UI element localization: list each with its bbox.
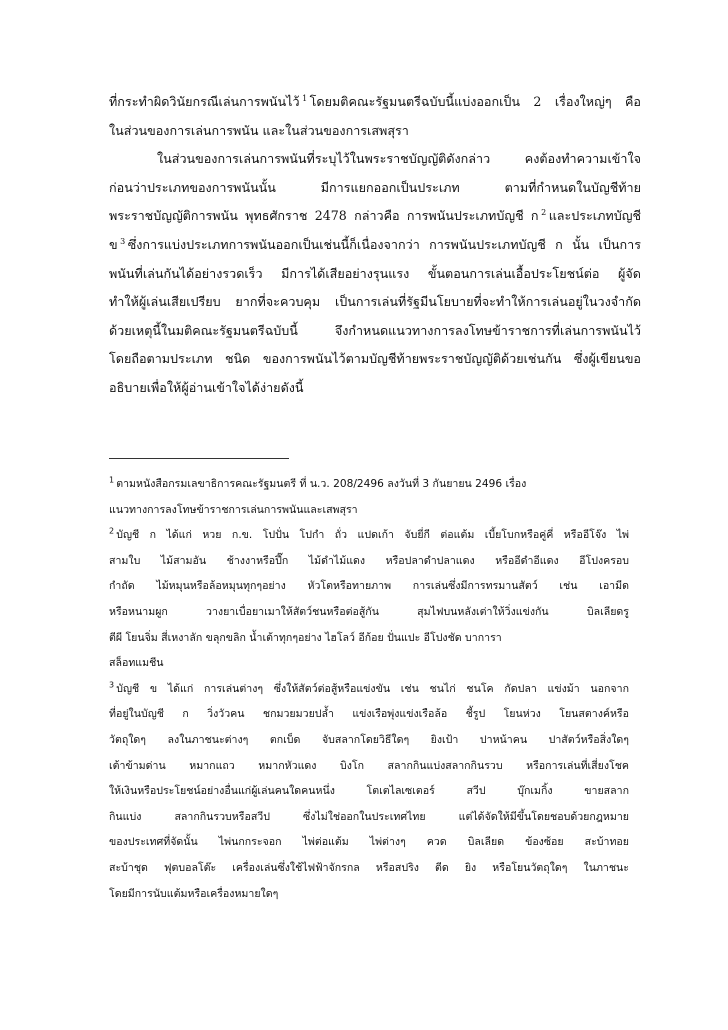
footnote-3-line-1: $^3$ บัญชี ข ได้แก่ การเล่นต่างๆ ซึ่งให้สัตว์ต่อสู้หรือแข่งขัน เช่น ชนไก่ ชนโค กัดปลา แข่งม้า นอกจาก — [109, 680, 629, 695]
footnote-3-line-2: ที่อยู่ในบัญชี ก วิ่งวัวคน ชกมวยมวยปล้ำ แข่งเรือพุ่งแข่งเรือล้อ ชี้รูป โยนห่วง โยนสตางค์หรือ — [109, 708, 629, 721]
footnote-2-line-3: กำถัด ไม้หมุนหรือล้อหมุนทุกๆอย่าง หัวโตหรือทายภาพ การเล่นซึ่งมีการทรมานสัตว์ เช่น เอามีด — [109, 580, 629, 593]
footnote-divider — [109, 458, 289, 459]
footnote-3-line-5: ให้เงินหรือประโยชน์อย่างอื่นแก่ผู้เล่นคนใดคนหนึ่ง โตเตไลเซเตอร์ สวีป บุ๊กเมกิ้ง ขายสลาก — [109, 785, 629, 798]
footnote-ref-2: 2 — [541, 208, 547, 218]
footnote-2-line-6: สล็อทแมชีน — [109, 657, 164, 670]
footnote-3-number: 3 — [109, 680, 115, 690]
footnote-3-line-8: สะบ้าชุด ฟุตบอลโต๊ะ เครื่องเล่นซึ่งใช้ไฟฟ้าจักรกล หรือสปริง ตีด ยิง หรือโยนวัตถุใดๆ ในภาชนะ — [109, 861, 629, 874]
body-text — [109, 88, 641, 403]
footnote-3-line-6: กินแบ่ง สลากกินรวบหรือสวีป ซึ่งไม่ใช่ออกในประเทศไทย แต่ได้จัดให้มีขึ้นโดยชอบด้วยกฎหมาย — [109, 810, 629, 823]
paragraph-1-line-1: ที่กระทำผิดวินัยกรณีเล่นการพนันไว้ $^1$ โดยมติคณะรัฐมนตรีฉบับนี้แบ่งออกเป็น 2 เรื่องใหญ่ๆ คือ — [109, 93, 641, 109]
footnote-3-line-9: โดยมีการนับแต้มหรือเครื่องหมายใดๆ — [109, 887, 279, 900]
paragraph-2-line-8: โดยถือตามประเภท ชนิด ของการพนันไว้ตามบัญชีท้ายพระราชบัญญัติด้วยเช่นกัน ซึ่งผู้เขียนขอ — [109, 351, 641, 367]
paragraph-2-line-3: พระราชบัญญัติการพนัน พุทธศักราช 2478 กล่าวคือ การพนันประเภทบัญชี ก $^2$ และประเภทบัญชี — [109, 208, 641, 224]
footnote-2-line-1: $^2$ บัญชี ก ได้แก่ หวย ก.ข. โปปั่น โปกำ ถั่ว แปดเก้า จับยี่กี ต่อแต้ม เบี้ยโบกหรือคู่คี่ หรืออีโจ๊ง ไพ่ — [109, 526, 629, 542]
footnotes — [109, 472, 629, 907]
footnote-3-line-3: วัตถุใดๆ ลงในภาชนะต่างๆ ตกเบ็ด จับสลากโดยวิธีใดๆ ยิงเป้า ปาหน้าคน ปาสัตว์หรือสิ่งใดๆ — [109, 733, 629, 746]
paragraph-2-line-4: ข $^3$ ซึ่งการแบ่งประเภทการพนันออกเป็นเช่นนี้ก็เนื่องจากว่า การพนันประเภทบัญชี ก นั้น เป็นการ — [109, 236, 641, 252]
footnote-1-number: 1 — [109, 475, 115, 485]
footnote-2-line-2: สามใบ ไม้สามอัน ช้างงาหรือปึ๊ก ไม้ดำไม้แดง หรือปลาดำปลาแดง หรืออีดำอีแดง อีโปงครอบ — [109, 554, 629, 567]
footnote-1-line-1: $^1$ ตามหนังสือกรมเลขาธิการคณะรัฐมนตรี ที่ น.ว. 208/2496 ลงวันที่ 3 กันยายน 2496 เรื่อง — [109, 475, 527, 490]
paragraph-2-line-5: พนันที่เล่นกันได้อย่างรวดเร็ว มีการได้เสียอย่างรุนแรง ขั้นตอนการเล่นเอื้อประโยชน์ต่อ ผู้จัด — [109, 265, 641, 281]
paragraph-2-line-1: ในส่วนของการเล่นการพนันที่ระบุไว้ในพระราชบัญญัติดังกล่าว คงต้องทำความเข้าใจ — [157, 151, 641, 167]
footnote-ref-1: 1 — [302, 93, 308, 103]
footnote-2-number: 2 — [109, 526, 115, 536]
footnote-2-line-4: หรือหนามผูก วางยาเบื่อยาเมาให้สัตว์ชนหรือต่อสู้กัน สุมไฟบนหลังเต่าให้วิ่งแข่งกัน บิลเลียดรู — [109, 605, 629, 618]
footnote-1-line-2: แนวทางการลงโทษข้าราชการเล่นการพนันและเสพสุรา — [109, 503, 358, 516]
paragraph-1-line-2: ในส่วนของการเล่นการพนัน และในส่วนของการเสพสุรา — [109, 122, 409, 138]
footnote-2-line-5: ตีผี โยนจิ่ม สี่เหงาลัก ขลุกขลิก น้ำเต้าทุกๆอย่าง ไฮโลว์ อีก้อย ปั่นแปะ อีโปงชัด บาการา — [109, 631, 502, 644]
paragraph-2-line-7: ด้วยเหตุนี้ในมติคณะรัฐมนตรีฉบับนี้ จึงกำหนดแนวทางการลงโทษข้าราชการที่เล่นการพนันไว้ — [109, 322, 641, 338]
paragraph-2-line-2: ก่อนว่าประเภทของการพนันนั้น มีการแยกออกเป็นประเภท ตามที่กำหนดในบัญชีท้าย — [109, 179, 641, 195]
footnote-3-line-4: เต้าข้ามด่าน หมากแถว หมากหัวแดง บิงโก สลากกินแบ่งสลากกินรวบ หรือการเล่นที่เสี่ยงโชค — [109, 759, 629, 772]
footnote-3-line-7: ของประเทศที่จัดนั้น ไพ่นกกระจอก ไพ่ต่อแต้ม ไพ่ต่างๆ ควด บิลเลียด ข้องซ้อย สะบ้าทอย — [109, 836, 629, 849]
footnote-ref-3: 3 — [120, 236, 126, 246]
paragraph-2-line-9: อธิบายเพื่อให้ผู้อ่านเข้าใจได้ง่ายดังนี้ — [109, 379, 304, 395]
paragraph-2-line-6: ทำให้ผู้เล่นเสียเปรียบ ยากที่จะควบคุม เป็นการเล่นที่รัฐมีนโยบายที่จะทำให้การเล่นอยู่ในวงจำกัด — [109, 294, 641, 310]
